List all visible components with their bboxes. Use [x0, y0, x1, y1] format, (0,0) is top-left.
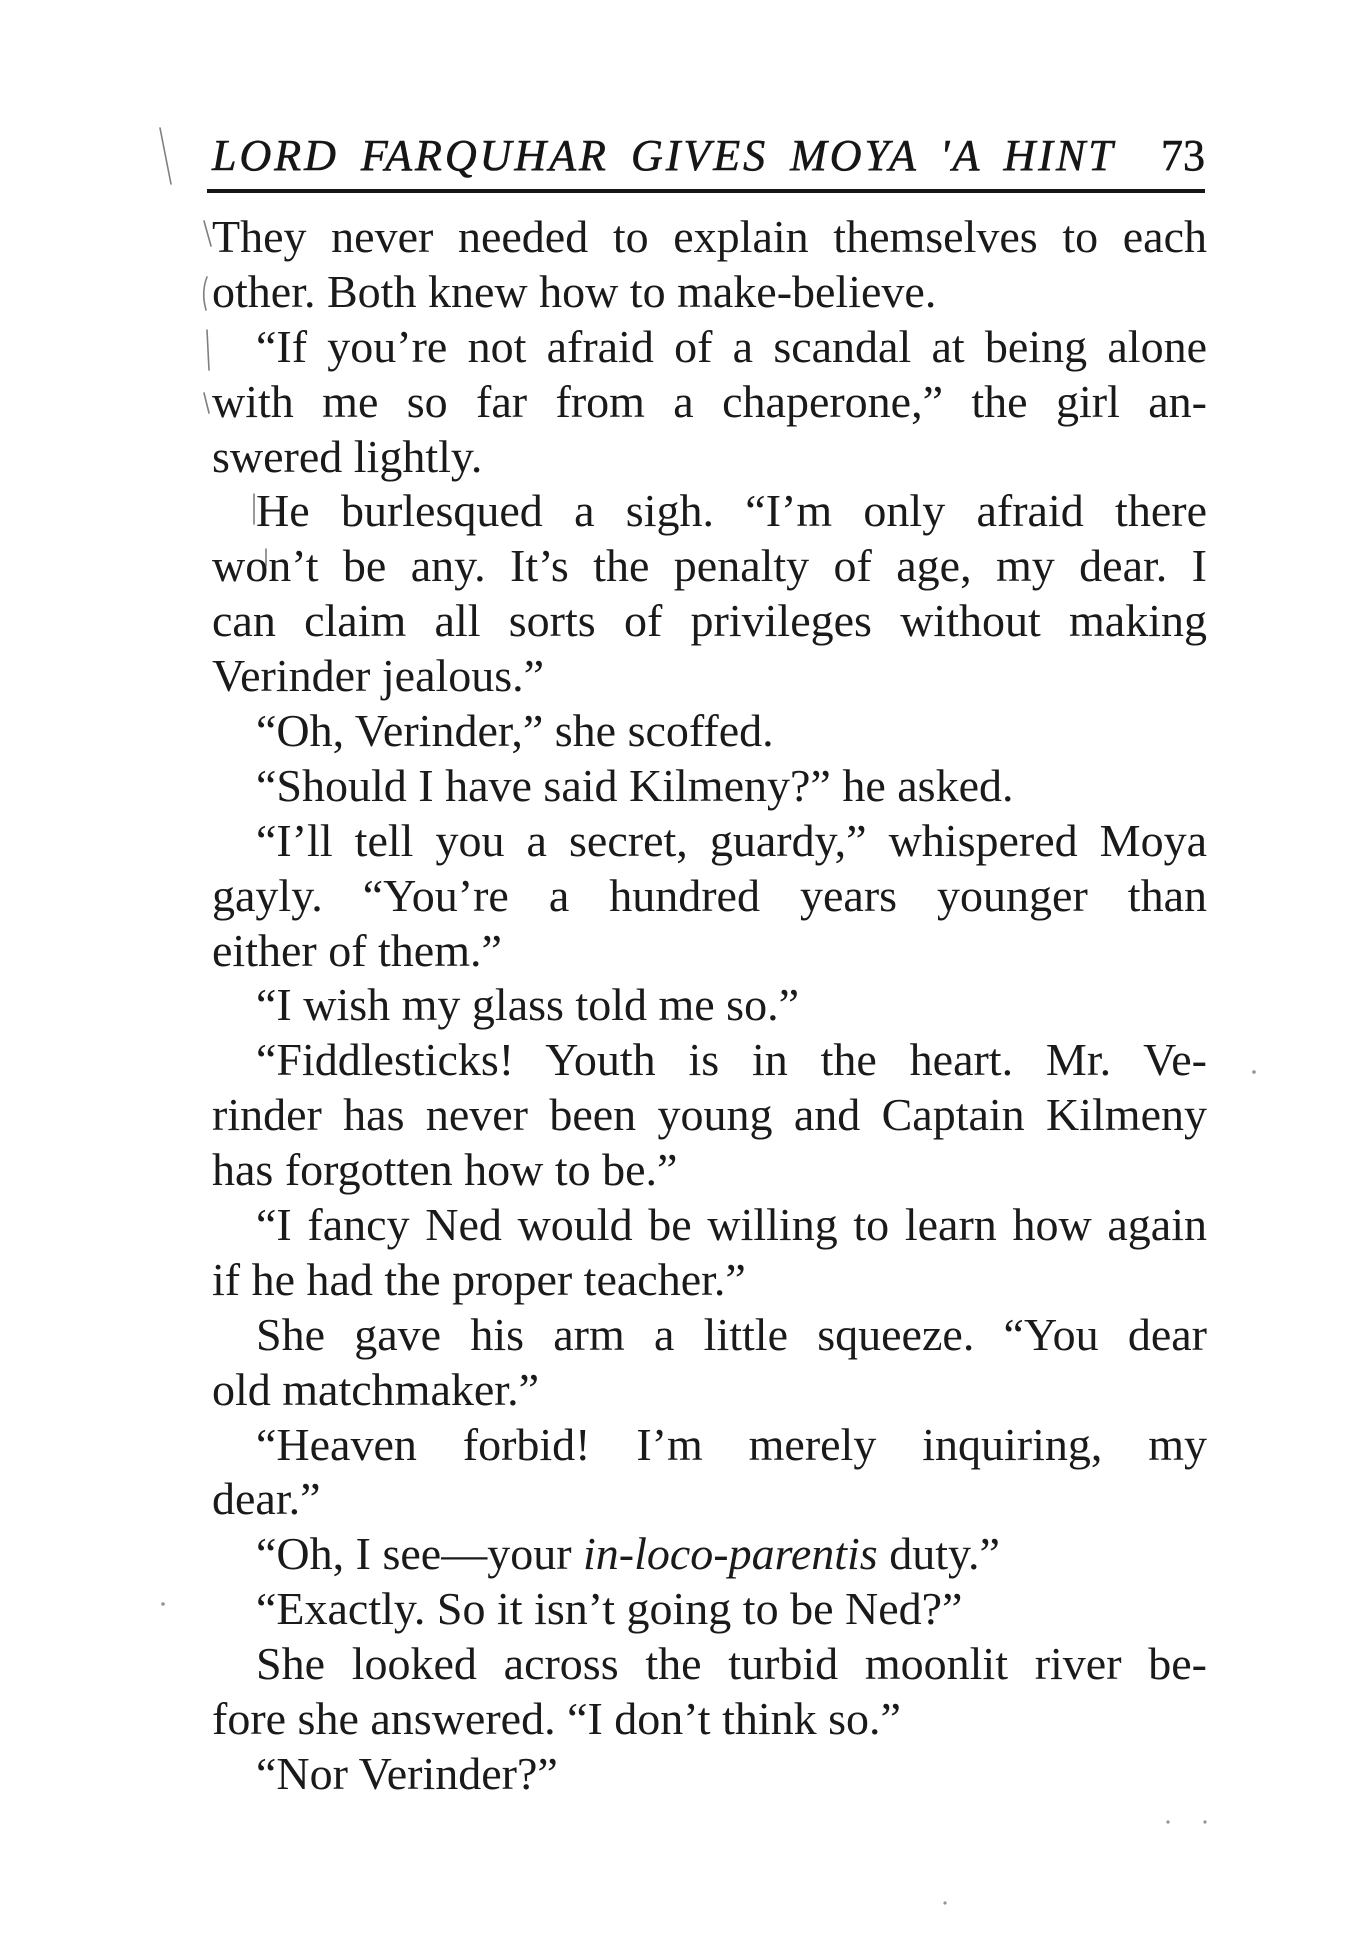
paragraph	[212, 978, 1207, 1033]
header-rule	[207, 189, 1205, 193]
text-line: Verinder jealous.”	[212, 650, 545, 702]
paragraph	[212, 1418, 1207, 1528]
text-line: either of them.”	[212, 924, 502, 976]
text-line: if he had the proper teacher.”	[212, 1253, 746, 1305]
text-line: fore she answered. “I don’t think so.”	[212, 1693, 901, 1745]
paragraph	[212, 814, 1207, 979]
scan-mark	[160, 128, 171, 184]
paragraph	[212, 704, 1207, 759]
text-line: won’t be any. It’s the penalty of age, my dear. I	[212, 540, 1207, 592]
paragraph	[212, 1747, 1207, 1802]
text-line: “Should I have said Kilmeny?” he asked.	[256, 759, 1014, 811]
body-text	[212, 210, 1207, 1802]
paragraph	[212, 759, 1207, 814]
scan-dot	[1252, 1070, 1256, 1074]
text-line: other. Both knew how to make-believe.	[212, 265, 937, 317]
text-line: can claim all sorts of privileges without making	[212, 595, 1207, 647]
scan-dot	[1203, 1820, 1206, 1823]
text-line: gayly. “You’re a hundred years younger than	[212, 869, 1207, 921]
paragraph	[212, 320, 1207, 485]
scan-dot	[943, 1901, 946, 1904]
text-line: “I fancy Ned would be willing to learn how again	[256, 1199, 1207, 1251]
paragraph	[212, 1582, 1207, 1637]
text-line: “If you’re not afraid of a scandal at being alone	[256, 320, 1207, 372]
text-line: has forgotten how to be.”	[212, 1144, 678, 1196]
text-line: They never needed to explain themselves to each	[212, 211, 1207, 262]
text-line: dear.”	[212, 1473, 321, 1525]
text-line: rinder has never been young and Captain Kilmeny	[212, 1089, 1207, 1141]
paragraph	[212, 1033, 1207, 1198]
paragraph	[212, 210, 1207, 320]
text-line: with me so far from a chaperone,” the girl an-	[212, 375, 1207, 427]
text-line: “I’ll tell you a secret, guardy,” whispered Moya	[256, 814, 1207, 866]
page-number: 73	[1161, 131, 1205, 180]
paragraph	[212, 1308, 1207, 1418]
text-line: “Exactly. So it isn’t going to be Ned?”	[256, 1583, 963, 1635]
text-line	[212, 1527, 1207, 1582]
paragraph	[212, 1198, 1207, 1308]
text-line: She looked across the turbid moonlit river be-	[256, 1638, 1207, 1690]
running-head-title: LORD FARQUHAR GIVES MOYA 'A HINT	[212, 131, 1116, 180]
text-line: He burlesqued a sigh. “I’m only afraid there	[256, 485, 1207, 537]
text-line: “I wish my glass told me so.”	[256, 979, 799, 1031]
paragraph	[212, 484, 1207, 704]
running-head	[212, 133, 1205, 179]
text-line: swered lightly.	[212, 430, 483, 482]
text-line: She gave his arm a little squeeze. “You dear	[256, 1308, 1207, 1360]
scan-mark	[204, 221, 211, 246]
text-line: “Heaven forbid! I’m merely inquiring, my	[256, 1418, 1207, 1470]
paragraph	[212, 1527, 1207, 1582]
scan-dot	[1166, 1820, 1169, 1823]
scan-mark	[204, 277, 207, 310]
scan-mark	[204, 393, 209, 413]
scan-mark	[207, 330, 209, 370]
text-segment: “Oh, I see—your	[256, 1528, 584, 1580]
text-line: “Nor Verinder?”	[256, 1747, 558, 1799]
paragraph	[212, 1637, 1207, 1747]
italic-phrase: in-loco-parentis	[583, 1528, 878, 1580]
scan-dot	[161, 1602, 165, 1606]
text-line: “Fiddlesticks! Youth is in the heart. Mr. Ve-	[256, 1034, 1207, 1086]
text-line: “Oh, Verinder,” she scoffed.	[256, 705, 774, 757]
text-line: old matchmaker.”	[212, 1363, 539, 1415]
text-segment: duty.”	[877, 1528, 1000, 1580]
